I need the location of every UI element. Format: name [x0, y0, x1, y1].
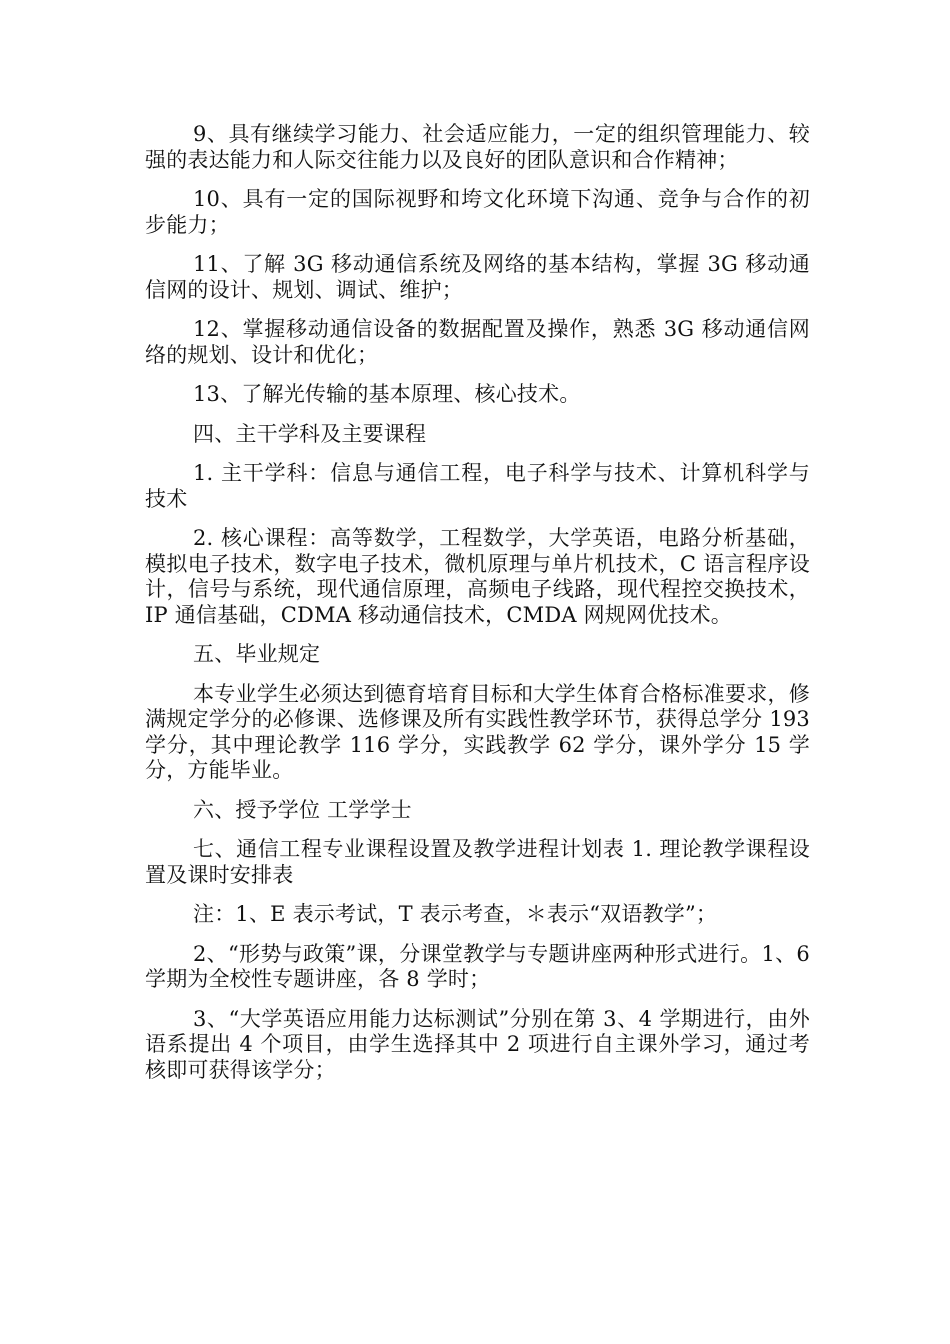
document-body: [145, 122, 810, 1097]
paragraph-item-12: 12、掌握移动通信设备的数据配置及操作，熟悉 3G 移动通信网络的规划、设计和优化；: [145, 317, 810, 367]
section-heading-main-subjects: 四、主干学科及主要课程: [193, 421, 427, 446]
paragraph-graduation-rules: 本专业学生必须达到德育培育目标和大学生体育合格标准要求，修满规定学分的必修课、选修课及所有实践性教学环节，获得总学分 193 学分，其中理论教学 116 学分，实践教学 62 学分，课外学分 15 学分，方能毕业。: [145, 681, 810, 782]
paragraph-item-10: 10、具有一定的国际视野和垮文化环境下沟通、竞争与合作的初步能力；: [145, 187, 810, 237]
note-item-1: 注：1、E 表示考试，T 表示考查，＊表示“双语教学”；: [193, 902, 718, 926]
paragraph-core-courses: 2. 核心课程：高等数学，工程数学，大学英语，电路分析基础，模拟电子技术，数字电子技术，微机原理与单片机技术，C 语言程序设计，信号与系统，现代通信原理，高频电子线路，现代程控交换技术，IP 通信基础，CDMA 移动通信技术，CMDA 网规网优技术。: [145, 526, 810, 627]
paragraph-item-11: 11、了解 3G 移动通信系统及网络的基本结构，掌握 3G 移动通信网的设计、规划、调试、维护；: [145, 252, 810, 302]
paragraph-main-subjects: 1. 主干学科：信息与通信工程，电子科学与技术、计算机科学与技术: [145, 461, 810, 511]
paragraph-item-13: 13、了解光传输的基本原理、核心技术。: [193, 382, 581, 406]
note-item-3: 3、“大学英语应用能力达标测试”分别在第 3、4 学期进行，由外语系提出 4 个项目，由学生选择其中 2 项进行自主课外学习，通过考核即可获得该学分；: [145, 1006, 810, 1082]
paragraph-item-9: 9、具有继续学习能力、社会适应能力，一定的组织管理能力、较强的表达能力和人际交往能力以及良好的团队意识和合作精神；: [145, 122, 810, 172]
section-heading-graduation: 五、毕业规定: [193, 642, 321, 666]
section-heading-degree: 六、授予学位 工学学士: [193, 797, 412, 822]
section-heading-curriculum-plan: 七、通信工程专业课程设置及教学进程计划表 1. 理论教学课程设置及课时安排表: [145, 837, 810, 887]
note-item-2: 2、“形势与政策”课，分课堂教学与专题讲座两种形式进行。1、6 学期为全校性专题讲座，各 8 学时；: [145, 941, 810, 991]
